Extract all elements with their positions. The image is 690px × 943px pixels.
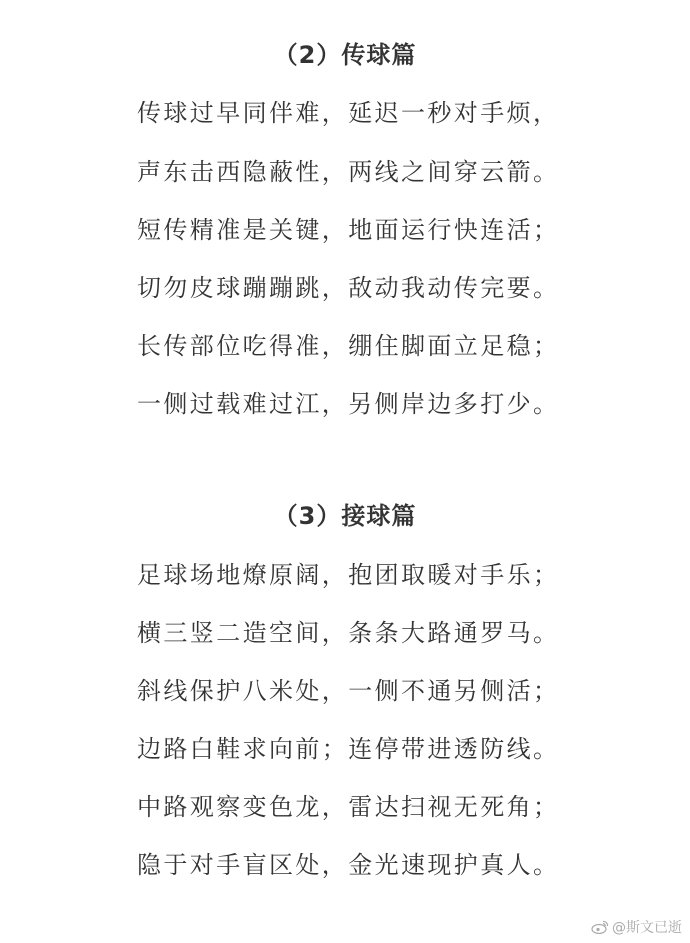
verse-line: 横三竖二造空间，条条大路通罗马。 [137,619,560,647]
verse-line: 隐于对手盲区处，金光速现护真人。 [137,851,560,879]
watermark [591,917,682,937]
verse-line: 一侧过载难过江，另侧岸边多打少。 [137,390,560,418]
verse-line: 传球过早同伴难，延迟一秒对手烦， [137,99,560,127]
weibo-icon [591,920,609,934]
verse-line: 中路观察变色龙，雷达扫视无死角； [137,793,560,821]
section-title-passing: （2）传球篇 [273,41,417,69]
verse-line: 边路白鞋求向前；连停带进透防线。 [137,735,560,763]
verse-line: 斜线保护八米处，一侧不通另侧活； [137,677,560,705]
verse-line: 足球场地燎原阔，抱团取暖对手乐； [137,561,560,589]
watermark-text: @斯文已逝 [612,920,682,936]
verse-line: 长传部位吃得准，绷住脚面立足稳； [137,332,560,360]
section-title-receiving: （3）接球篇 [273,502,417,530]
verse-line: 切勿皮球蹦蹦跳，敌动我动传完要。 [137,274,560,302]
verse-line: 声东击西隐蔽性，两线之间穿云箭。 [137,158,560,186]
verse-line: 短传精准是关键，地面运行快连活； [137,216,560,244]
